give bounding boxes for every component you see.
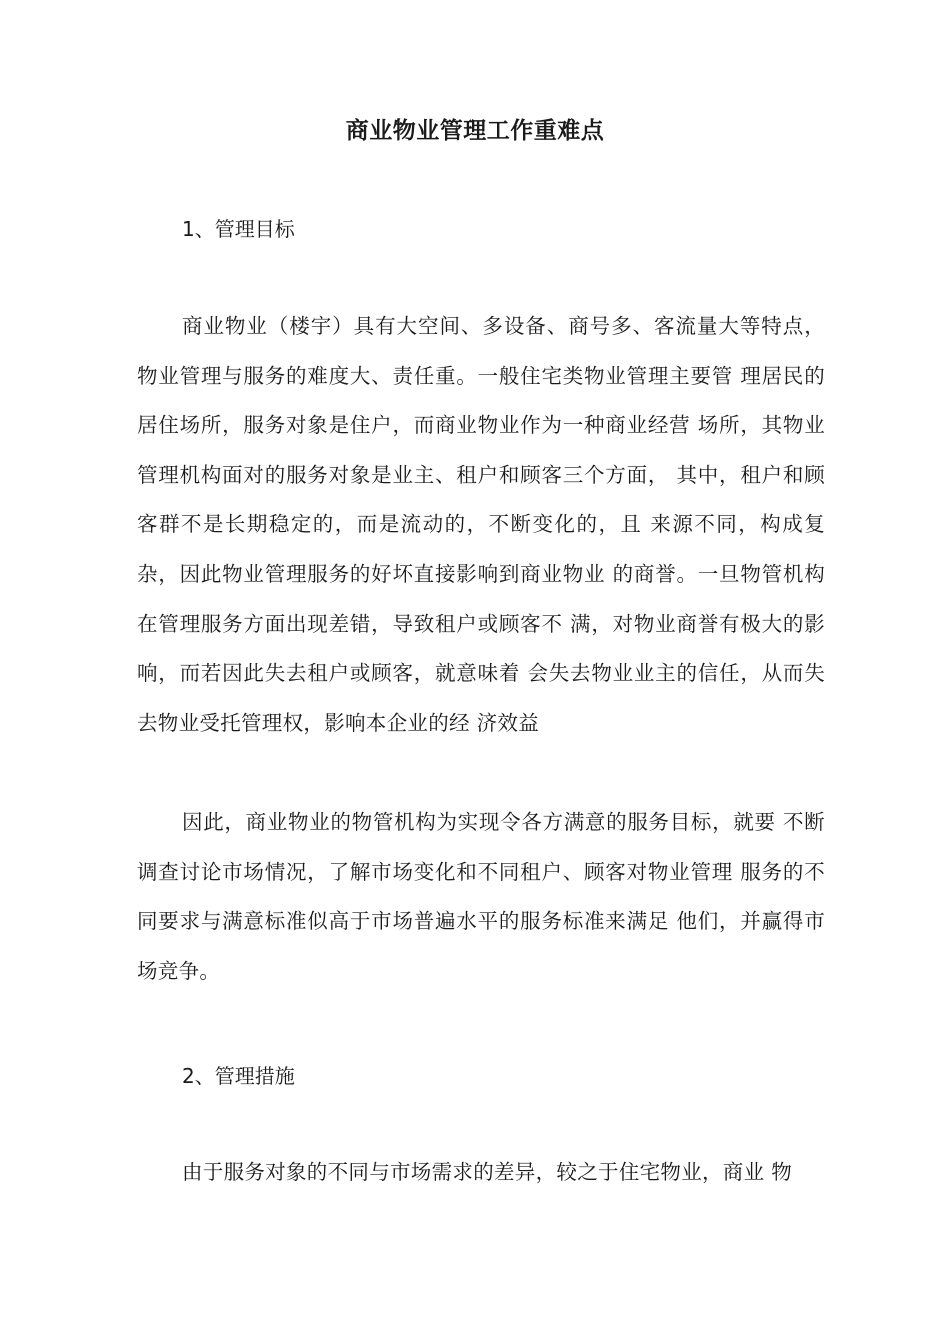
paragraph-service-goals: 因此，商业物业的物管机构为实现令各方满意的服务目标，就要 不断调查讨论市场情况，了解市场变化和不同租户、顾客对物业管理 服务的不同要求与满意标准似高于市场普遍水平的服务标准来满足 他们，并赢得市场竞争。 (137, 810, 825, 983)
document-title: 商业物业管理工作重难点 (345, 118, 605, 144)
paragraph-management-measures: 由于服务对象的不同与市场需求的差异，较之于住宅物业，商业 物 (182, 1160, 793, 1184)
section-heading-management-measures: 2、管理措施 (182, 1064, 295, 1088)
section-heading-management-goals: 1、管理目标 (182, 217, 295, 241)
paragraph-commercial-property-characteristics: 商业物业（楼宇）具有大空间、多设备、商号多、客流量大等特点，物业管理与服务的难度大、责任重。一般住宅类物业管理主要管 理居民的居住场所，服务对象是住户，而商业物业作为一种商业经营 场所，其物业管理机构面对的服务对象是业主、租户和顾客三个方面， 其中，租户和顾客群不是长期稳定的，而是流动的，不断变化的，且 来源不同，构成复杂，因此物业管理服务的好坏直接影响到商业物业 的商誉。一旦物管机构在管理服务方面出现差错，导致租户或顾客不 满，对物业商誉有极大的影响，而若因此失去租户或顾客，就意味着 会失去物业业主的信任，从而失去物业受托管理权，影响本企业的经 济效益 (137, 314, 825, 735)
